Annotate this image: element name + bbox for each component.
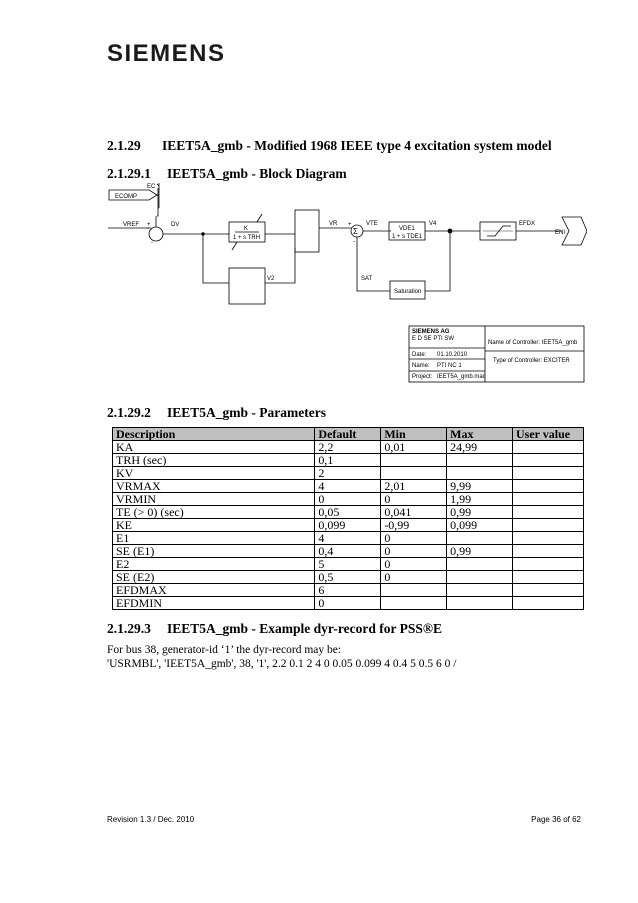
subsection-number: 2.1.29.2	[107, 405, 151, 420]
table-row	[113, 558, 584, 571]
title-project: IEET5A_gmb.mac	[437, 374, 486, 380]
cell-user-value	[513, 558, 584, 571]
summing-junction-1	[149, 227, 163, 241]
efdx-label: EFDX	[519, 221, 536, 227]
cell-min: 0	[381, 532, 447, 545]
example-dyr-record: 'USRMBL', 'IEET5A_gmb', 38, '1', 2.2 0.1 2 4 0 0.05 0.099 4 0.4 5 0.5 6 0 /	[107, 658, 457, 670]
cell-default: 0,05	[315, 506, 381, 519]
cell-description: SE (E2)	[113, 571, 315, 584]
eni-label: ENI	[555, 230, 566, 236]
cell-user-value	[513, 545, 584, 558]
table-row	[113, 467, 584, 480]
cell-min	[381, 467, 447, 480]
cell-description: KA	[113, 441, 315, 454]
subsection-number: 2.1.29.1	[107, 166, 151, 181]
k-denominator: 1 + s TRH	[233, 235, 261, 241]
table-row	[113, 441, 584, 454]
cell-max	[447, 597, 513, 610]
siemens-logo: SIEMENS	[107, 40, 226, 67]
block-diagram	[107, 178, 587, 388]
table-row	[113, 480, 584, 493]
limiter-block	[295, 210, 319, 252]
cell-max: 9,99	[447, 480, 513, 493]
cell-user-value	[513, 480, 584, 493]
v2-block	[229, 268, 265, 304]
header-user-value: User value	[513, 428, 584, 441]
cell-min	[381, 584, 447, 597]
ec-line	[157, 188, 158, 216]
table-row	[113, 584, 584, 597]
cell-default: 5	[315, 558, 381, 571]
k-numerator: K	[244, 226, 249, 232]
title-name: PTI NC 1	[437, 363, 462, 369]
table-row	[113, 532, 584, 545]
eni-output-arrow	[562, 217, 587, 245]
cell-max: 24,99	[447, 441, 513, 454]
cell-user-value	[513, 584, 584, 597]
cell-description: KE	[113, 519, 315, 532]
vte-label: VTE	[366, 221, 378, 227]
cell-max	[447, 571, 513, 584]
cell-description: TRH (sec)	[113, 454, 315, 467]
sigma-symbol: Σ	[353, 227, 358, 236]
cell-min: 0	[381, 493, 447, 506]
cell-default: 6	[315, 584, 381, 597]
cell-min: 0	[381, 571, 447, 584]
ecomp-label: ECOMP	[115, 194, 138, 200]
subsection-title: IEET5A_gmb - Parameters	[167, 405, 326, 420]
table-row	[113, 493, 584, 506]
cell-description: E1	[113, 532, 315, 545]
table-row	[113, 506, 584, 519]
subsection-number: 2.1.29.3	[107, 621, 151, 636]
cell-description: E2	[113, 558, 315, 571]
v2-label: V2	[267, 276, 275, 282]
cell-max: 0,99	[447, 506, 513, 519]
cell-default: 0,1	[315, 454, 381, 467]
subsection-title: IEET5A_gmb - Block Diagram	[167, 166, 347, 181]
example-intro: For bus 38, generator-id ‘1’ the dyr-record may be:	[107, 644, 342, 656]
parameters-table	[112, 427, 584, 610]
vref-label: VREF	[123, 222, 140, 228]
cell-description: EFDMIN	[113, 597, 315, 610]
table-header-row	[113, 428, 584, 441]
cell-user-value	[513, 532, 584, 545]
title-company: SIEMENS AG	[412, 329, 450, 335]
cell-default: 0	[315, 597, 381, 610]
vde1-numerator: VDE1	[399, 226, 415, 232]
v4-label: V4	[429, 221, 437, 227]
section-number: 2.1.29	[107, 138, 141, 153]
plus-sign: +	[147, 222, 151, 228]
cell-default: 4	[315, 480, 381, 493]
section-heading	[107, 138, 552, 154]
cell-default: 0,099	[315, 519, 381, 532]
header-max: Max	[447, 428, 513, 441]
cell-default: 0	[315, 493, 381, 506]
header-description: Description	[113, 428, 315, 441]
cell-user-value	[513, 467, 584, 480]
cell-default: 0,5	[315, 571, 381, 584]
ec-label: EC	[147, 184, 156, 190]
cell-max	[447, 584, 513, 597]
table-row	[113, 545, 584, 558]
cell-max: 0,99	[447, 545, 513, 558]
vde1-denominator: 1 + s TDE1	[392, 234, 423, 240]
subsection-heading-example	[107, 621, 442, 637]
cell-default: 0,4	[315, 545, 381, 558]
cell-max	[447, 467, 513, 480]
cell-description: TE (> 0) (sec)	[113, 506, 315, 519]
cell-max: 0,099	[447, 519, 513, 532]
section-title: IEET5A_gmb - Modified 1968 IEEE type 4 excitation system model	[162, 138, 552, 153]
title-date: 01.10.2010	[437, 352, 468, 358]
cell-min: -0,99	[381, 519, 447, 532]
sigma-minus: -	[353, 239, 355, 245]
subsection-heading-parameters	[107, 405, 326, 421]
table-body	[113, 441, 584, 610]
cell-description: EFDMAX	[113, 584, 315, 597]
cell-min: 0	[381, 558, 447, 571]
sat-label: SAT	[361, 276, 373, 282]
minus-sign: -	[151, 240, 153, 246]
cell-min: 0	[381, 545, 447, 558]
cell-description: KV	[113, 467, 315, 480]
subsection-title: IEET5A_gmb - Example dyr-record for PSS®E	[167, 621, 442, 636]
cell-user-value	[513, 493, 584, 506]
cell-min: 2,01	[381, 480, 447, 493]
title-name-label: Name:	[412, 363, 430, 369]
footer-page: Page 36 of 62	[531, 815, 581, 824]
controller-type: Type of Controller: EXCITER	[493, 358, 570, 364]
cell-max	[447, 558, 513, 571]
cell-user-value	[513, 441, 584, 454]
cell-user-value	[513, 519, 584, 532]
sigma-plus: +	[348, 222, 352, 228]
title-date-label: Date:	[412, 352, 427, 358]
cell-user-value	[513, 597, 584, 610]
title-project-label: Project:	[412, 374, 433, 380]
dv-label: DV	[171, 222, 180, 228]
cell-default: 2	[315, 467, 381, 480]
header-default: Default	[315, 428, 381, 441]
title-dept: E D SE PTI SW	[412, 336, 455, 342]
cell-min: 0,041	[381, 506, 447, 519]
table-row	[113, 597, 584, 610]
vr-label: VR	[329, 221, 338, 227]
cell-description: VRMIN	[113, 493, 315, 506]
cell-default: 2,2	[315, 441, 381, 454]
cell-min	[381, 597, 447, 610]
cell-max	[447, 454, 513, 467]
cell-user-value	[513, 506, 584, 519]
cell-user-value	[513, 571, 584, 584]
table-row	[113, 519, 584, 532]
cell-max	[447, 532, 513, 545]
cell-min: 0,01	[381, 441, 447, 454]
footer-revision: Revision 1.3 / Dec. 2010	[107, 815, 195, 824]
table-row	[113, 454, 584, 467]
controller-name: Name of Controller: IEET5A_gmb	[488, 340, 578, 346]
table-row	[113, 571, 584, 584]
cell-min	[381, 454, 447, 467]
cell-description: VRMAX	[113, 480, 315, 493]
saturation-label: Saturation	[394, 289, 422, 295]
header-min: Min	[381, 428, 447, 441]
cell-default: 4	[315, 532, 381, 545]
cell-max: 1,99	[447, 493, 513, 506]
cell-user-value	[513, 454, 584, 467]
cell-description: SE (E1)	[113, 545, 315, 558]
